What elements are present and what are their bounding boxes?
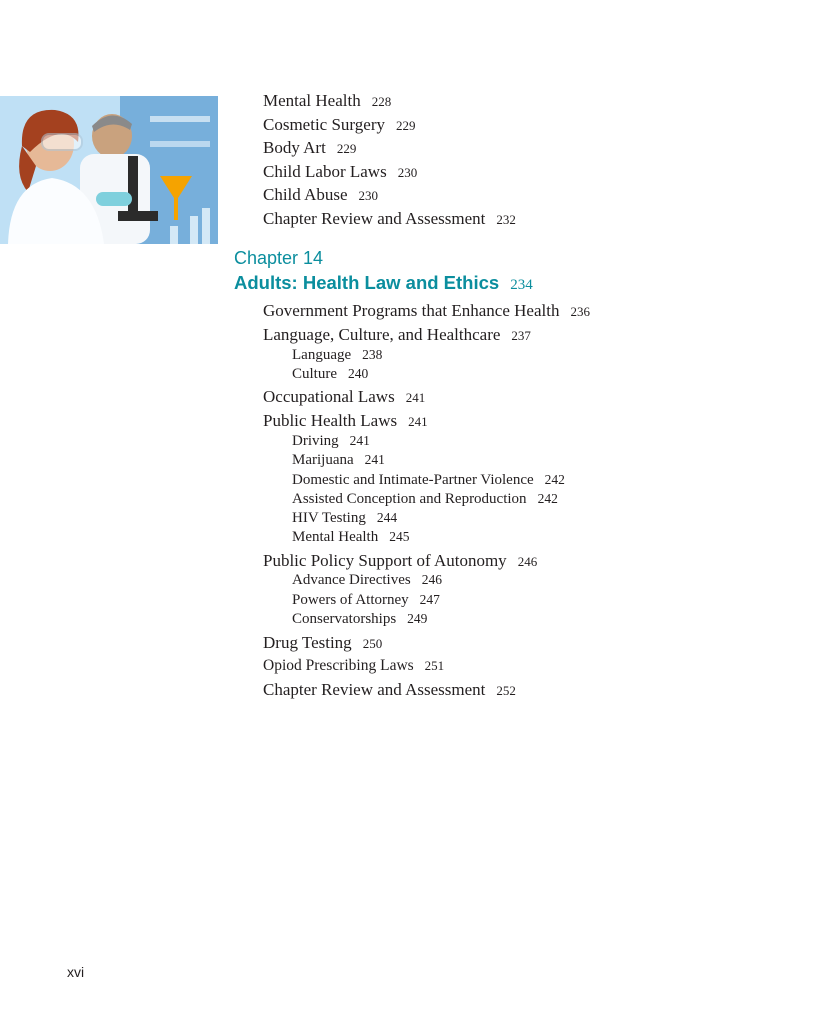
toc-entry-page: 250: [362, 636, 383, 651]
toc-subentry: [292, 489, 558, 509]
toc-entry-page: 245: [389, 529, 410, 544]
toc-subentry: [292, 450, 385, 470]
toc-entry-page: 242: [544, 472, 565, 487]
toc-entry-page: 229: [336, 141, 357, 156]
toc-entry: [263, 324, 531, 347]
toc-entry-title: Powers of Attorney: [292, 592, 409, 608]
toc-entry: [263, 300, 590, 323]
toc-entry-title: HIV Testing: [292, 510, 366, 526]
toc-entry-page: 236: [570, 304, 590, 319]
toc-entry-page: 241: [408, 414, 428, 429]
lab-scientists-photo: [0, 96, 218, 244]
toc-entry-page: 238: [362, 347, 383, 362]
toc-entry-title: Cosmetic Surgery: [263, 115, 385, 134]
toc-subentry: [292, 470, 565, 490]
toc-entry-title: Mental Health: [263, 91, 361, 110]
toc-entry-title: Drug Testing: [263, 633, 352, 652]
toc-entry-title: Advance Directives: [292, 572, 411, 588]
toc-entry-title: Language: [292, 347, 352, 363]
toc-entry-page: 232: [496, 212, 516, 227]
toc-entry-title: Chapter Review and Assessment: [263, 680, 486, 699]
toc-entry: [263, 656, 444, 676]
toc-entry-page: 241: [349, 433, 370, 448]
toc-entry-title: Body Art: [263, 138, 326, 157]
toc-entry-title: Child Labor Laws: [263, 162, 387, 181]
toc-entry-title: Domestic and Intimate-Partner Violence: [292, 472, 534, 488]
toc-subentry: [292, 345, 382, 365]
toc-entry: [263, 410, 428, 433]
toc-subentry: [292, 609, 427, 629]
toc-entry-title: Driving: [292, 433, 339, 449]
toc-entry-page: 252: [496, 683, 516, 698]
toc-entry: [263, 184, 378, 207]
toc-subentry: [292, 570, 442, 590]
chapter-title-text: Adults: Health Law and Ethics: [234, 272, 500, 293]
chapter-page: 234: [510, 277, 533, 293]
toc-entry-page: 240: [348, 366, 369, 381]
toc-entry-title: Culture: [292, 366, 337, 382]
chapter-number: Chapter 14: [234, 248, 324, 268]
toc-entry-page: 230: [358, 188, 379, 203]
toc-entry-title: Public Health Laws: [263, 411, 398, 430]
toc-entry-page: 242: [537, 491, 558, 506]
toc-subentry: [292, 527, 409, 547]
toc-entry-title: Public Policy Support of Autonomy: [263, 551, 507, 570]
toc-entry-page: 249: [407, 611, 428, 626]
toc-entry-page: 244: [376, 510, 398, 525]
page-number: xvi: [67, 964, 85, 980]
toc-entry-title: Chapter Review and Assessment: [263, 209, 486, 228]
toc-entry-page: 237: [511, 328, 531, 343]
toc-subentry: [292, 364, 368, 384]
toc-entry-title: Marijuana: [292, 452, 354, 468]
toc-entry-title: Opiod Prescribing Laws: [263, 657, 414, 674]
toc-entry: [263, 208, 516, 231]
toc-entry: [263, 386, 425, 409]
toc-entry-title: Occupational Laws: [263, 387, 395, 406]
toc-entry: [263, 161, 417, 184]
toc-entry-page: 246: [517, 554, 538, 569]
toc-subentry: [292, 590, 440, 610]
toc-entry-page: 247: [419, 592, 440, 607]
toc-entry: [263, 90, 391, 113]
toc-subentry: [292, 508, 397, 528]
toc-entry-title: Conservatorships: [292, 611, 397, 627]
toc-entry-page: 230: [397, 165, 418, 180]
toc-entry-page: 251: [424, 658, 445, 673]
toc-entry-title: Child Abuse: [263, 185, 348, 204]
toc-subentry: [292, 431, 370, 451]
toc-entry-title: Assisted Conception and Reproduction: [292, 491, 527, 507]
toc-entry-page: 229: [395, 118, 416, 133]
toc-entry: [263, 137, 356, 160]
toc-entry: [263, 114, 415, 137]
toc-entry-page: 241: [364, 452, 385, 467]
toc-entry-title: Government Programs that Enhance Health: [263, 301, 560, 320]
toc-entry-page: 241: [405, 390, 426, 405]
lab-scene-illustration: [0, 96, 218, 244]
toc-entry: [263, 679, 516, 702]
toc-entry-page: 246: [421, 572, 442, 587]
toc-entry: [263, 632, 382, 655]
toc-entry-title: Language, Culture, and Healthcare: [263, 325, 501, 344]
chapter-title: [234, 271, 533, 297]
toc-entry-page: 228: [371, 94, 392, 109]
toc-entry-title: Mental Health: [292, 529, 379, 545]
